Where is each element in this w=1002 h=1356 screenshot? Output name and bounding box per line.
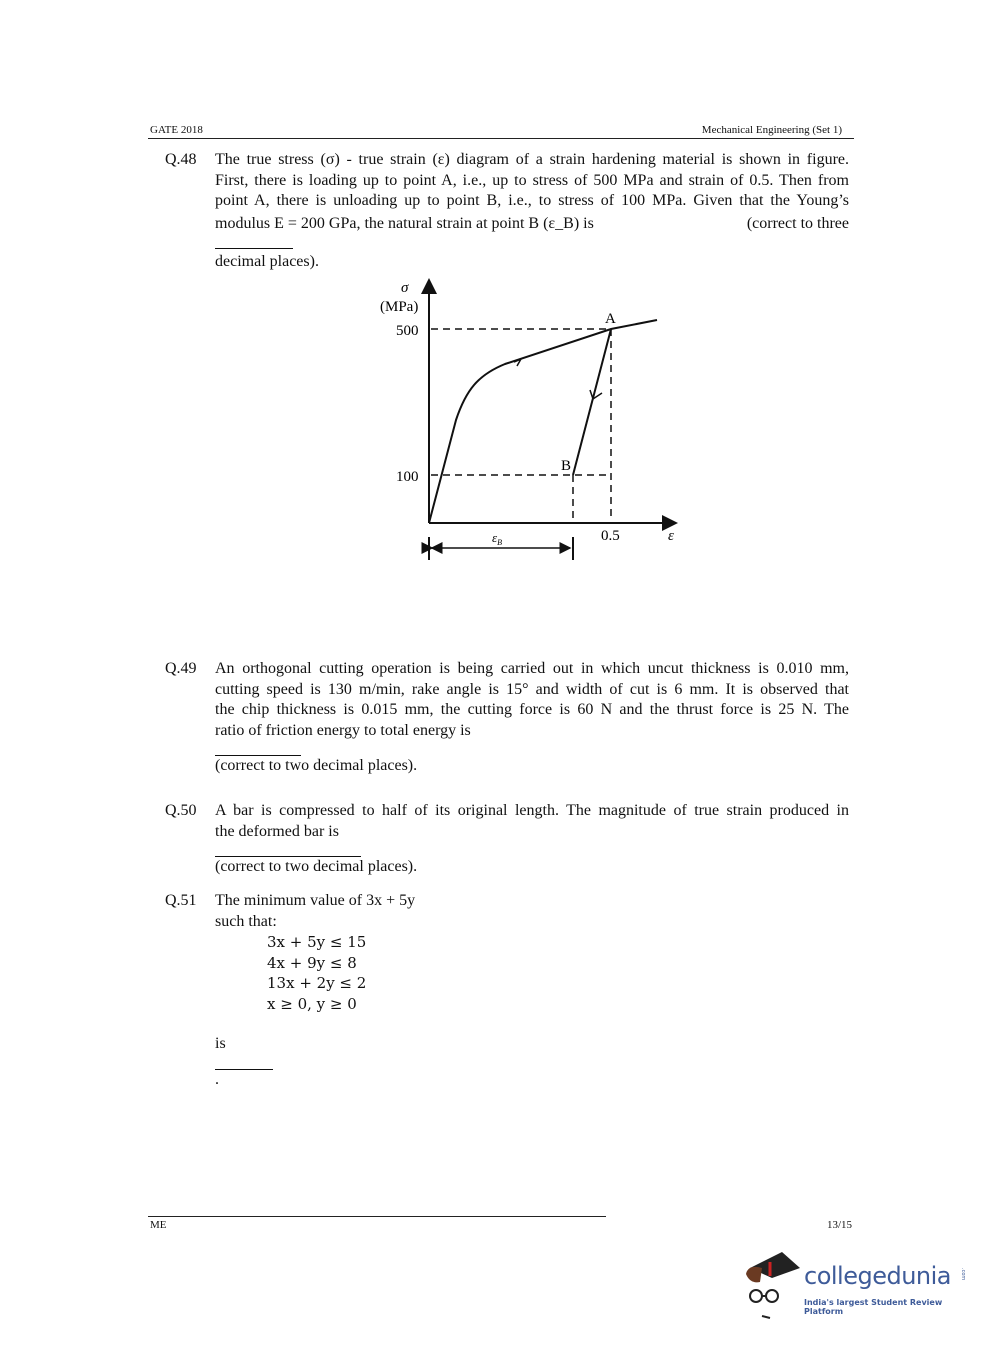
header-left: GATE 2018 [150, 124, 203, 136]
question-number: Q.49 [165, 660, 197, 677]
text-line: the deformed bar is [215, 822, 339, 840]
question-number: Q.51 [165, 892, 197, 909]
constraint: 4x + 9y ≤ 8 [267, 953, 357, 972]
logo-tagline: India's largest Student Review Platform [804, 1298, 943, 1316]
text-line: An orthogonal cutting operation is being carried out in which uncut thickness is 0.010 mm, [215, 660, 849, 677]
footer-right: 13/15 [826, 1219, 852, 1231]
x-axis-symbol: ε [668, 528, 674, 544]
unloading-line [573, 329, 611, 475]
text-line: such that: [215, 912, 277, 930]
text-line: The true stress (σ) - true strain (ε) diagram of a strain hardening material is shown in figure. [215, 151, 849, 168]
question-number: Q.50 [165, 802, 197, 819]
exam-page: GATE 2018 Mechanical Engineering (Set 1) Q.48 The true stress (σ) - true strain (ε) diagram of a strain hardening material is shown in figure. First, there is loading up to point A, i.e., up to stress of 500 MPa and strain of 0.5. Then from point A, there is unloading up to point B, i.e., to stress of 100 MPa. Given that the Young’s modulus E = 200 GPa, the natural strain at point B (ε_B) is (correct to three decimal places). σ (MPa) 500 100 0.5 ε A B $\varepsilon_B$ Q.49 An orthogonal cutting operation is being carried out in which uncut thickness is 0.010 mm, cutting speed is 130 m/min, rake angle is 15° and width of cut is 6 mm. It is observed that the chip thickness is 0.015 mm, the cutting force is 60 N and the thrust force is 25 N. The ratio of friction energy to total energy is (correct to two decimal places). Q.50 A bar is compressed to half of its original length. The magnitude of true strain produced in the deformed bar is (correct to two decimal places). Q.51 The minimum value of 3x + 5y such that: 3x + 5y ≤ 15 4x + 9y ≤ 8 13x + 2y ≤ 2 x ≥ 0, y ≥ 0 is . ME 13/15 collegedunia .com India's largest Student Review Platform [0, 0, 1002, 1356]
header-right: Mechanical Engineering (Set 1) [701, 124, 842, 136]
y-tick-500: 500 [396, 323, 419, 339]
strain-b-label: $\varepsilon_B$ [492, 530, 503, 547]
y-tick-100: 100 [396, 469, 419, 485]
text-line: (correct to two decimal places). [215, 757, 418, 774]
unloading-arrow-icon [590, 390, 602, 399]
constraint: x ≥ 0, y ≥ 0 [267, 994, 357, 1013]
text-line: cutting speed is 130 m/min, rake angle is 15° and width of cut is 6 mm. It is observed that [215, 680, 849, 698]
text-line: is [215, 1035, 226, 1052]
loading-curve [429, 320, 657, 523]
question-number: Q.48 [165, 151, 197, 168]
constraint: 13x + 2y ≤ 2 [267, 974, 367, 992]
answer-blank [215, 842, 361, 857]
y-axis-symbol: σ [401, 280, 409, 296]
text-line: (correct to three [746, 214, 849, 232]
point-b-label: B [561, 458, 572, 474]
answer-blank [215, 1055, 273, 1070]
mascot-icon [742, 1250, 802, 1320]
logo-wordmark: collegedunia [804, 1262, 952, 1290]
x-tick-0.5: 0.5 [601, 528, 620, 544]
logo-suffix: .com [960, 1268, 966, 1281]
text-line: (correct to two decimal places). [215, 858, 418, 875]
collegedunia-logo [742, 1250, 972, 1325]
text-line: ratio of friction energy to total energy is [215, 721, 471, 739]
footer-rule [148, 1216, 606, 1217]
y-axis-unit: (MPa) [380, 299, 419, 315]
text-line: the chip thickness is 0.015 mm, the cutting force is 60 N and the thrust force is 25 N. The [215, 701, 849, 718]
text-line: A bar is compressed to half of its original length. The magnitude of true strain produced in [215, 802, 849, 819]
constraint: 3x + 5y ≤ 15 [267, 933, 367, 951]
text-line: First, there is loading up to point A, i.e., up to stress of 500 MPa and strain of 0.5. Then from [215, 171, 849, 189]
text-line: The minimum value of 3x + 5y [215, 892, 416, 909]
text-line: decimal places). [215, 253, 319, 270]
point-a-label: A [605, 311, 616, 327]
text-line: point A, there is unloading up to point B, i.e., to stress of 100 MPa. Given that the Young’s [215, 192, 849, 209]
footer-left: ME [150, 1219, 167, 1231]
text-line: modulus E = 200 GPa, the natural strain at point B (ε_B) is [215, 214, 594, 232]
answer-blank [215, 741, 301, 756]
stress-strain-figure [0, 0, 1002, 600]
